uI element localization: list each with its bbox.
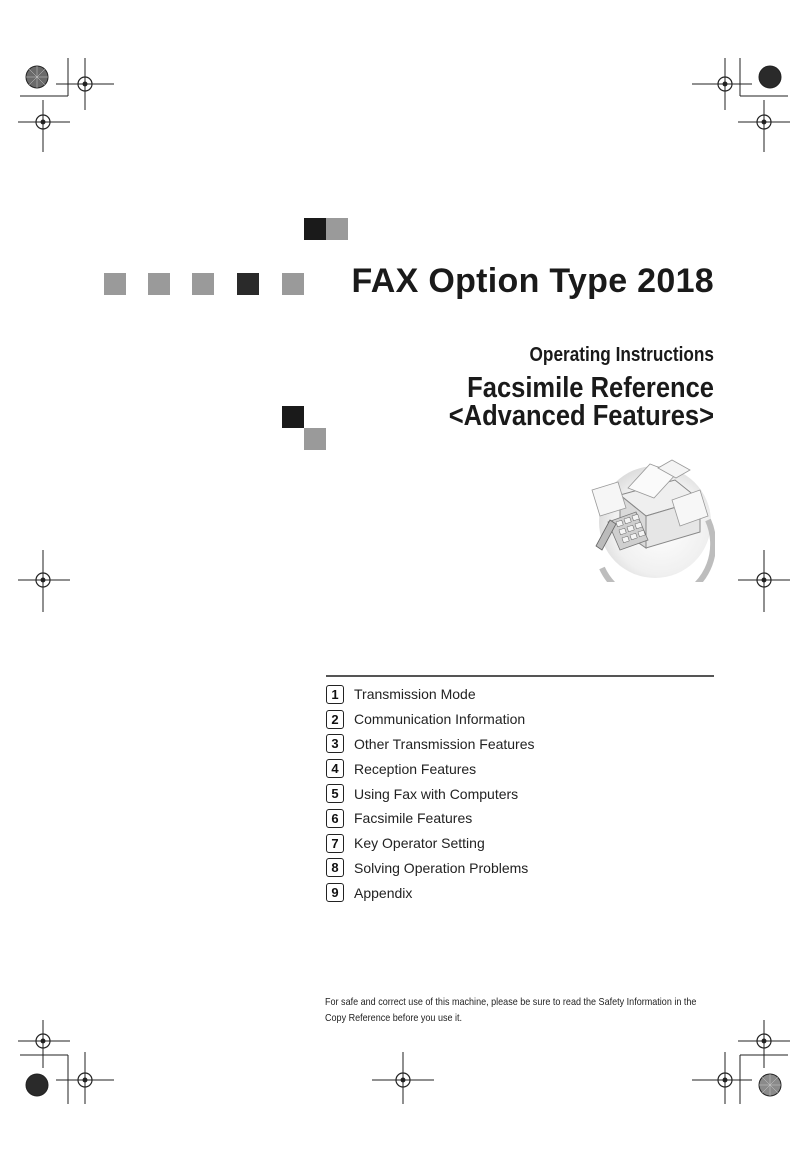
chapter-number-badge: 5 — [326, 784, 344, 803]
contents-item[interactable] — [326, 856, 726, 881]
dark-square-top — [304, 218, 326, 240]
chapter-number-badge: 4 — [326, 759, 344, 778]
product-title: FAX Option Type 2018 — [351, 262, 714, 300]
contents-item[interactable] — [326, 880, 726, 905]
grey-square-mid — [304, 428, 326, 450]
grey-square-top — [326, 218, 348, 240]
grey-square-row — [192, 273, 214, 295]
grey-square-row — [148, 273, 170, 295]
table-of-contents — [326, 682, 726, 905]
contents-divider — [326, 675, 714, 677]
chapter-label: Communication Information — [354, 711, 526, 728]
dark-square-mid — [282, 406, 304, 428]
grey-square-row — [104, 273, 126, 295]
contents-item[interactable] — [326, 806, 726, 831]
manual-title — [376, 374, 714, 430]
safety-note: For safe and correct use of this machine, please be sure to read the Safety Information in the Copy Reference before you use it. — [325, 996, 697, 1024]
chapter-number-badge: 1 — [326, 685, 344, 704]
chapter-number-badge: 6 — [326, 809, 344, 828]
dark-square-row — [237, 273, 259, 295]
chapter-label: Transmission Mode — [354, 686, 476, 703]
contents-item[interactable] — [326, 756, 726, 781]
grey-square-row — [282, 273, 304, 295]
chapter-label: Key Operator Setting — [354, 835, 485, 852]
contents-item[interactable] — [326, 831, 726, 856]
chapter-label: Solving Operation Problems — [354, 859, 529, 876]
chapter-label: Other Transmission Features — [354, 735, 535, 752]
fax-machine-illustration — [580, 450, 715, 582]
contents-item[interactable] — [326, 781, 726, 806]
manual-title-line-2: <Advanced Features> — [448, 400, 714, 432]
chapter-label: Using Fax with Computers — [354, 785, 519, 802]
contents-item[interactable] — [326, 707, 726, 732]
chapter-number-badge: 2 — [326, 710, 344, 729]
contents-item[interactable] — [326, 682, 726, 707]
document-subtitle: Operating Instructions — [529, 344, 714, 366]
chapter-label: Facsimile Features — [354, 810, 473, 827]
contents-item[interactable] — [326, 732, 726, 757]
chapter-number-badge: 7 — [326, 834, 344, 853]
chapter-number-badge: 3 — [326, 734, 344, 753]
manual-title-line-1: Facsimile Reference — [467, 372, 714, 404]
chapter-label: Appendix — [354, 884, 413, 901]
chapter-number-badge: 9 — [326, 883, 344, 902]
chapter-number-badge: 8 — [326, 858, 344, 877]
chapter-label: Reception Features — [354, 760, 477, 777]
